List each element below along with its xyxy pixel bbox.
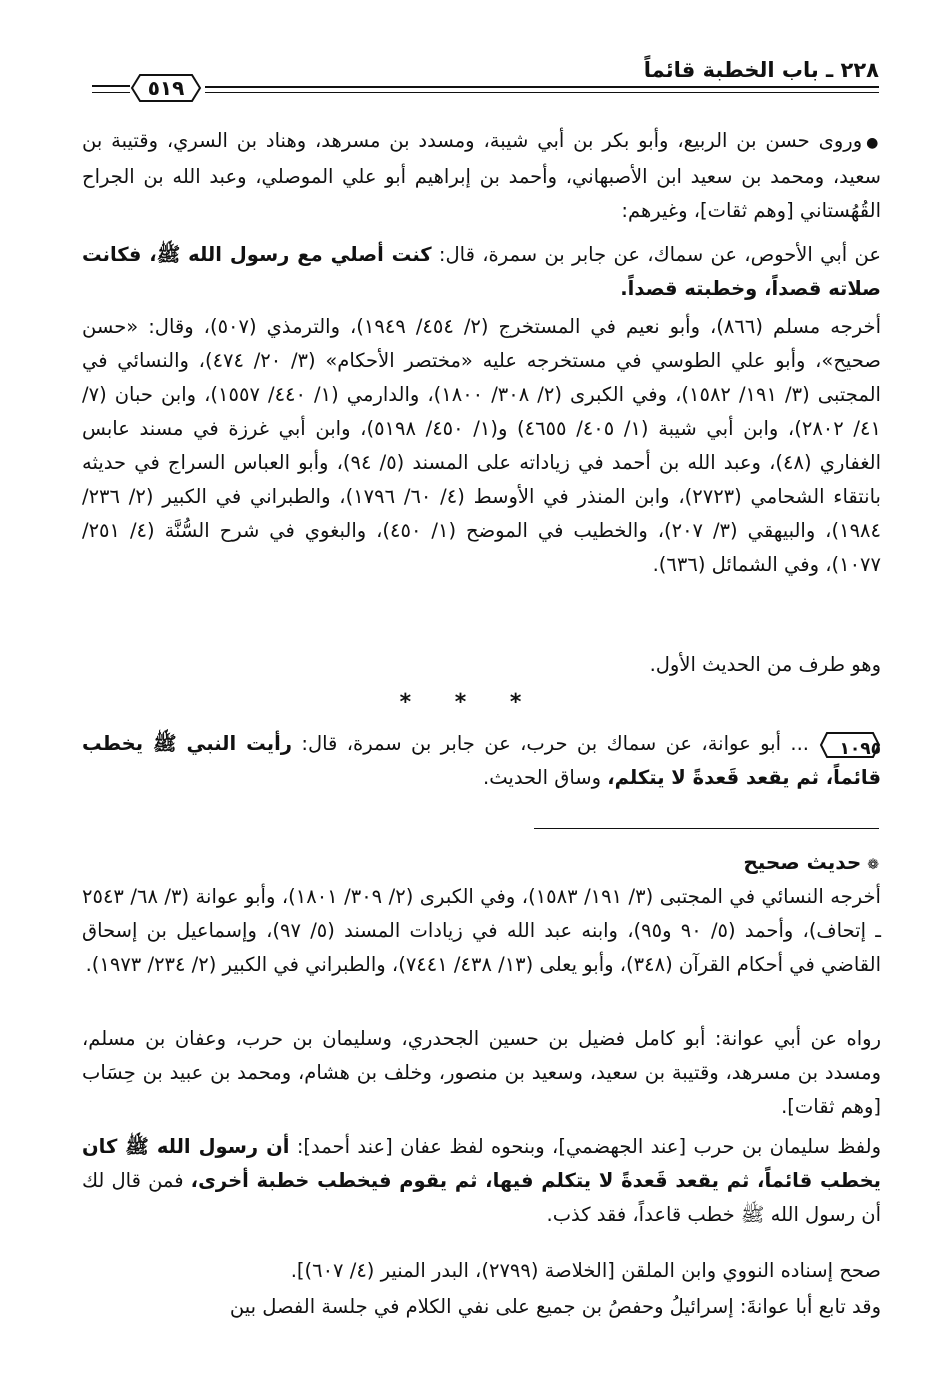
hadith-number-badge xyxy=(819,731,881,759)
paragraph-follow-up: وقد تابع أبا عوانةَ: إسرائيلُ وحفصُ بن جميع على نفي الكلام في جلسة الفصل بين xyxy=(229,1295,881,1318)
page-number-badge xyxy=(130,73,202,103)
paragraph-wording: ولفظ سليمان بن حرب [عند الجهضمي]، وبنحوه لفظ عفان [عند أحمد]: أن رسول الله ﷺ كان يخطب قائماً، ثم يقعد قَعدةً لا يتكلم فيها، ثم يقوم فيخطب خطبة أخرى، فمن قال لك أن رسول الله ﷺ خطب قاعداً، فقد كذب. xyxy=(82,1135,881,1226)
hadith-number: ١٠٩٥ xyxy=(839,738,881,759)
bullet-icon: ● xyxy=(866,135,881,151)
header-rule-thin xyxy=(205,92,879,93)
section-separator: * * * xyxy=(399,690,540,715)
section-title: ❁حديث صحيح xyxy=(743,850,879,874)
commentary-rule xyxy=(534,828,879,829)
paragraph-note: وهو طرف من الحديث الأول. xyxy=(649,653,881,676)
header-rule-left xyxy=(92,85,130,87)
page-number: ٥١٩ xyxy=(147,76,185,100)
paragraph-hadith-text: عن أبي الأحوص، عن سماك، عن جابر بن سمرة، قال: كنت أصلي مع رسول الله ﷺ، فكانت صلاته قصداً، وخطبته قصداً. xyxy=(82,243,882,300)
ornament-icon: ❁ xyxy=(867,857,879,873)
paragraph-grading: صحح إسناده النووي وابن الملقن [الخلاصة (٢٧٩٩)، البدر المنير (٤/ ٦٠٧)]. xyxy=(290,1259,881,1282)
paragraph-narrators-2: رواه عن أبي عوانة: أبو كامل فضيل بن حسين الجحدري، وسليمان بن حرب، وعفان بن مسلم، ومسدد بن مسرهد، وقتيبة بن سعيد، وسعيد بن منصور، وخلف بن هشام، ومحمد بن عبيد بن حِسَاب [وهم ثقات]. xyxy=(82,1027,881,1118)
paragraph-takhrij-2: أخرجه النسائي في المجتبى (٣/ ١٩١/ ١٥٨٣)، وفي الكبرى (٢/ ٣٠٩/ ١٨٠١)، وأبو عوانة (٣/ ٦٨/ ٢٥٤٣ ـ إتحاف)، وأحمد (٥/ ٩٠ و٩٥)، وابنه عبد الله في زيادات المسند (٥/ ٩٧)، وإسماعيل بن إسحاق القاضي في أحكام القرآن (٣٤٨)، وأبو يعلى (١٣/ ٤٣٨/ ٧٤٤١)، والطبراني في الكبير (٢/ ٢٣٤/ ١٩٧٣). xyxy=(82,885,881,976)
header-rule-left-thin xyxy=(92,92,130,93)
paragraph-narrators: ●وروى حسن بن الربيع، وأبو بكر بن أبي شيبة، ومسدد بن مسرهد، وهناد بن السري، وقتيبة بن سعيد، ومحمد بن سعيد ابن الأصبهاني، وأحمد بن إبراهيم أبو علي الموصلي، وعبد الله بن الجراح القُهُستاني [وهم ثقات]، وغيرهم: xyxy=(82,129,881,222)
paragraph-takhrij: أخرجه مسلم (٨٦٦)، وأبو نعيم في المستخرج (٢/ ٤٥٤/ ١٩٤٩)، والترمذي (٥٠٧)، وقال: «حسن صحيح»، وأبو علي الطوسي في مستخرجه عليه «مختصر الأحكام» (٣/ ٢٠/ ٤٧٤)، والنسائي في المجتبى (٣/ ١٩١/ ١٥٨٢)، وفي الكبرى (٢/ ٣٠٨/ ١٨٠٠)، والدارمي (١/ ٤٤٠/ ١٥٥٧)، وابن حبان (٧/ ٤١/ ٢٨٠٢)، وابن أبي شيبة (١/ ٤٠٥/ ٤٦٥٥) و(١/ ٤٥٠/ ٥١٩٨)، وابن أبي غرزة في مسند عابس الغفاري (٤٨)، وعبد الله بن أحمد في زياداته على المسند (٥/ ٩٤)، وأبو العباس السراج في حديثه بانتقاء الشحامي (٢٧٢٣)، وابن المنذر في الأوسط (٤/ ٦٠/ ١٧٩٦)، والطبراني في الكبير (٢/ ٢٣٦/ ١٩٨٤)، والبيهقي (٣/ ٢٠٧)، والخطيب في الموضح (١/ ٤٥٠)، والبغوي في شرح السُّنَّة (٤/ ٢٥١/ ١٠٧٧)، وفي الشمائل (٦٣٦). xyxy=(82,315,881,576)
header-rule xyxy=(205,86,879,88)
chapter-title: ٢٢٨ ـ باب الخطبة قائماً xyxy=(643,58,879,82)
paragraph-hadith-1095: ١٠٩٥... أبو عوانة، عن سماك بن حرب، عن جابر بن سمرة، قال: رأيت النبي ﷺ يخطب قائماً، ثم يقعد قَعدةً لا يتكلم، وساق الحديث. xyxy=(82,732,881,789)
